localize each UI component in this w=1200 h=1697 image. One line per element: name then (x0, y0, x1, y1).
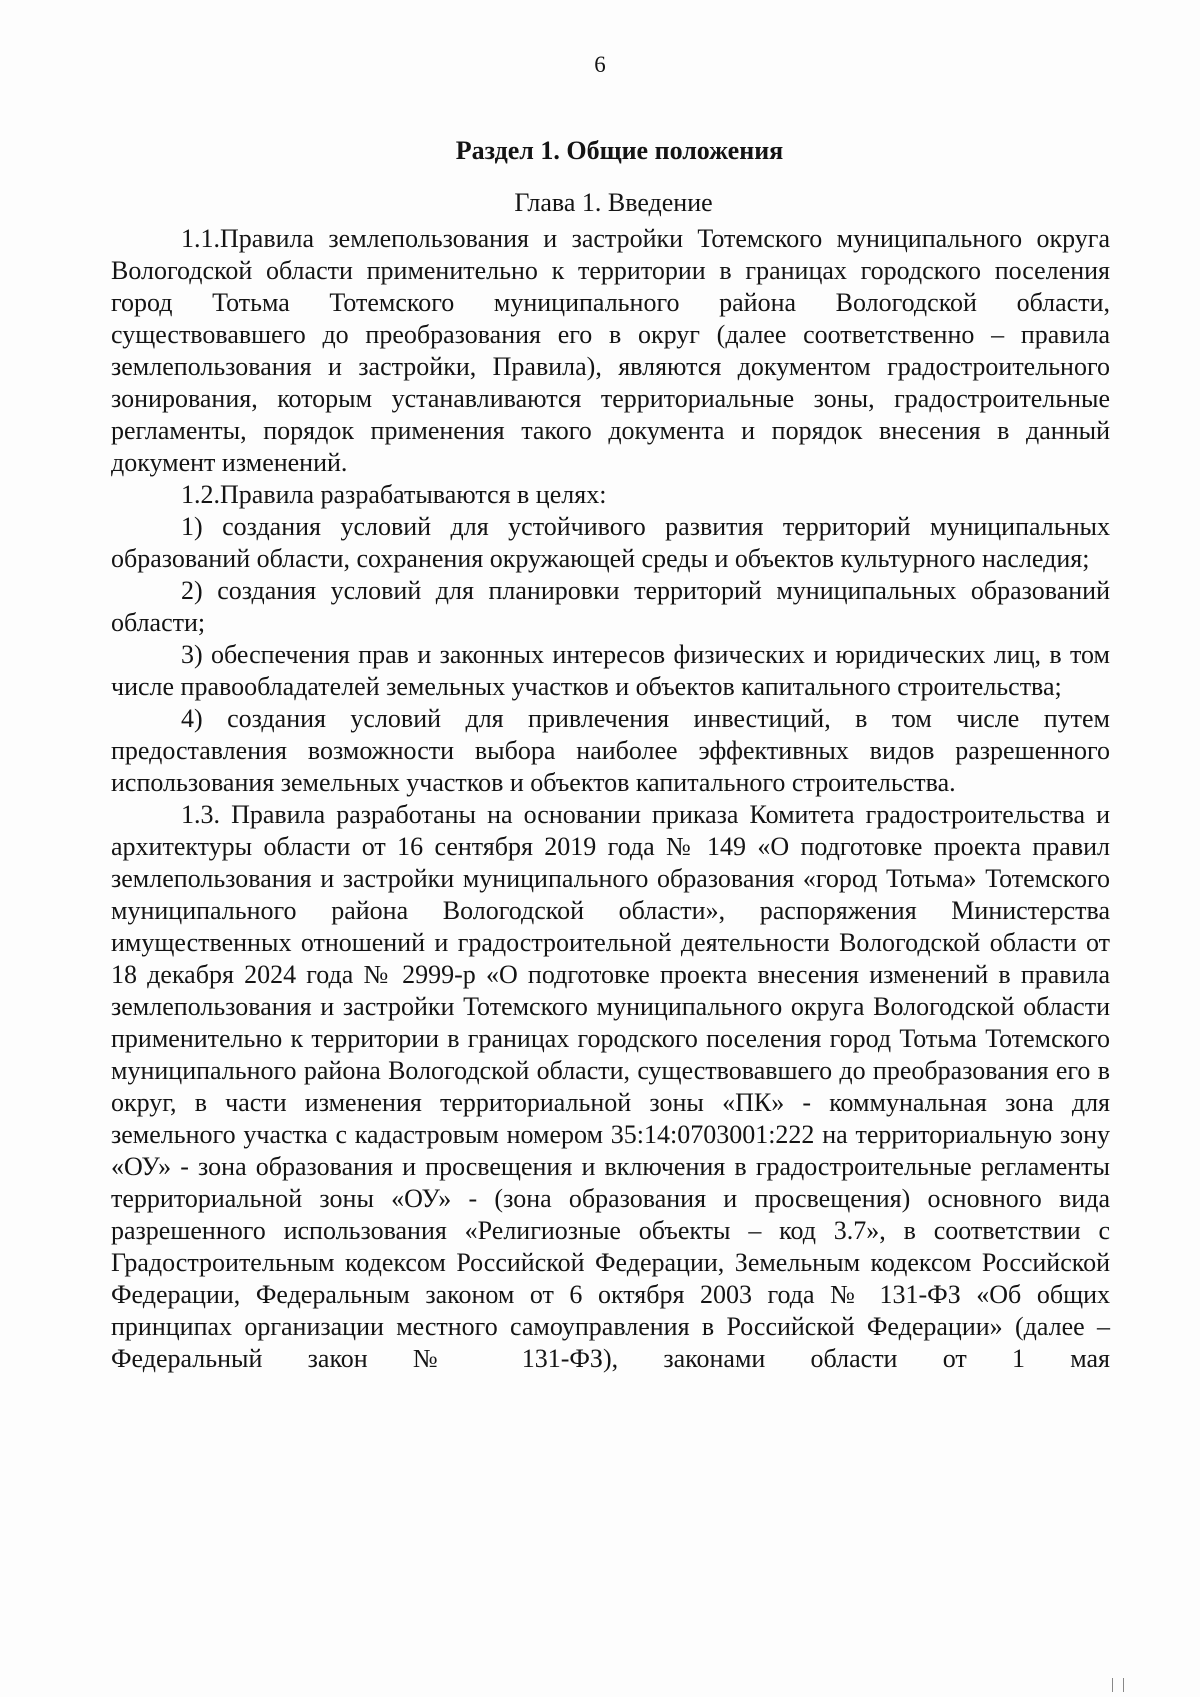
paragraph-1-2: 1.2.Правила разрабатываются в целях: (181, 480, 607, 509)
document-body (111, 135, 1110, 1375)
list-item-4: 4) создания условий для привлечения инвестиций, в том числе путем предоставления возможности выбора наиболее эффективных видов разрешенного использования земельных участков и объектов капитального строительства. (111, 704, 1110, 797)
list-item-1: 1) создания условий для устойчивого развития территорий муниципальных образований области, сохранения окружающей среды и объектов культурного наследия; (111, 512, 1110, 573)
scan-margin-mark (1112, 1678, 1124, 1692)
paragraph-1-1: 1.1.Правила землепользования и застройки Тотемского муниципального округа Вологодской области применительно к территории в границах городского поселения город Тотьма Тотемского муниципального района Вологодской области, существовавшего до преобразования его в округ (далее соответственно – правила землепользования и застройки, Правила), являются документом градостроительного зонирования, которым устанавливаются территориальные зоны, градостроительные регламенты, порядок применения такого документа и порядок внесения в данный документ изменений. (111, 224, 1110, 477)
chapter-title: Глава 1. Введение (514, 188, 713, 217)
list-item-2: 2) создания условий для планировки территорий муниципальных образований области; (111, 576, 1110, 637)
list-item-3: 3) обеспечения прав и законных интересов физических и юридических лиц, в том числе правообладателей земельных участков и объектов капитального строительства; (111, 640, 1110, 701)
section-title: Раздел 1. Общие положения (455, 136, 784, 165)
page-number: 6 (594, 52, 606, 77)
paragraph-1-3: 1.3. Правила разработаны на основании приказа Комитета градостроительства и архитектуры области от 16 сентября 2019 года № 149 «О подготовке проекта правил землепользования и застройки муниципального образования «город Тотьма» Тотемского муниципального района Вологодской области», распоряжения Министерства имущественных отношений и градостроительной деятельности Вологодской области от 18 декабря 2024 года № 2999-р «О подготовке проекта внесения изменений в правила землепользования и застройки Тотемского муниципального округа Вологодской области применительно к территории в границах городского поселения город Тотьма Тотемского муниципального района Вологодской области, существовавшего до преобразования его в округ, в части изменения территориальной зоны «ПК» - коммунальная зона для земельного участка с кадастровым номером 35:14:0703001:222 на территориальную зону «ОУ» - зона образования и просвещения и включения в градостроительные регламенты территориальной зоны «ОУ» - (зона образования и просвещения) основного вида разрешенного использования «Религиозные объекты – код 3.7», в соответствии с Градостроительным кодексом Российской Федерации, Земельным кодексом Российской Федерации, Федеральным законом от 6 октября 2003 года № 131-ФЗ «Об общих принципах организации местного самоуправления в Российской Федерации» (далее – Федеральный закон № 131-ФЗ), законами области от 1 мая (111, 800, 1110, 1373)
